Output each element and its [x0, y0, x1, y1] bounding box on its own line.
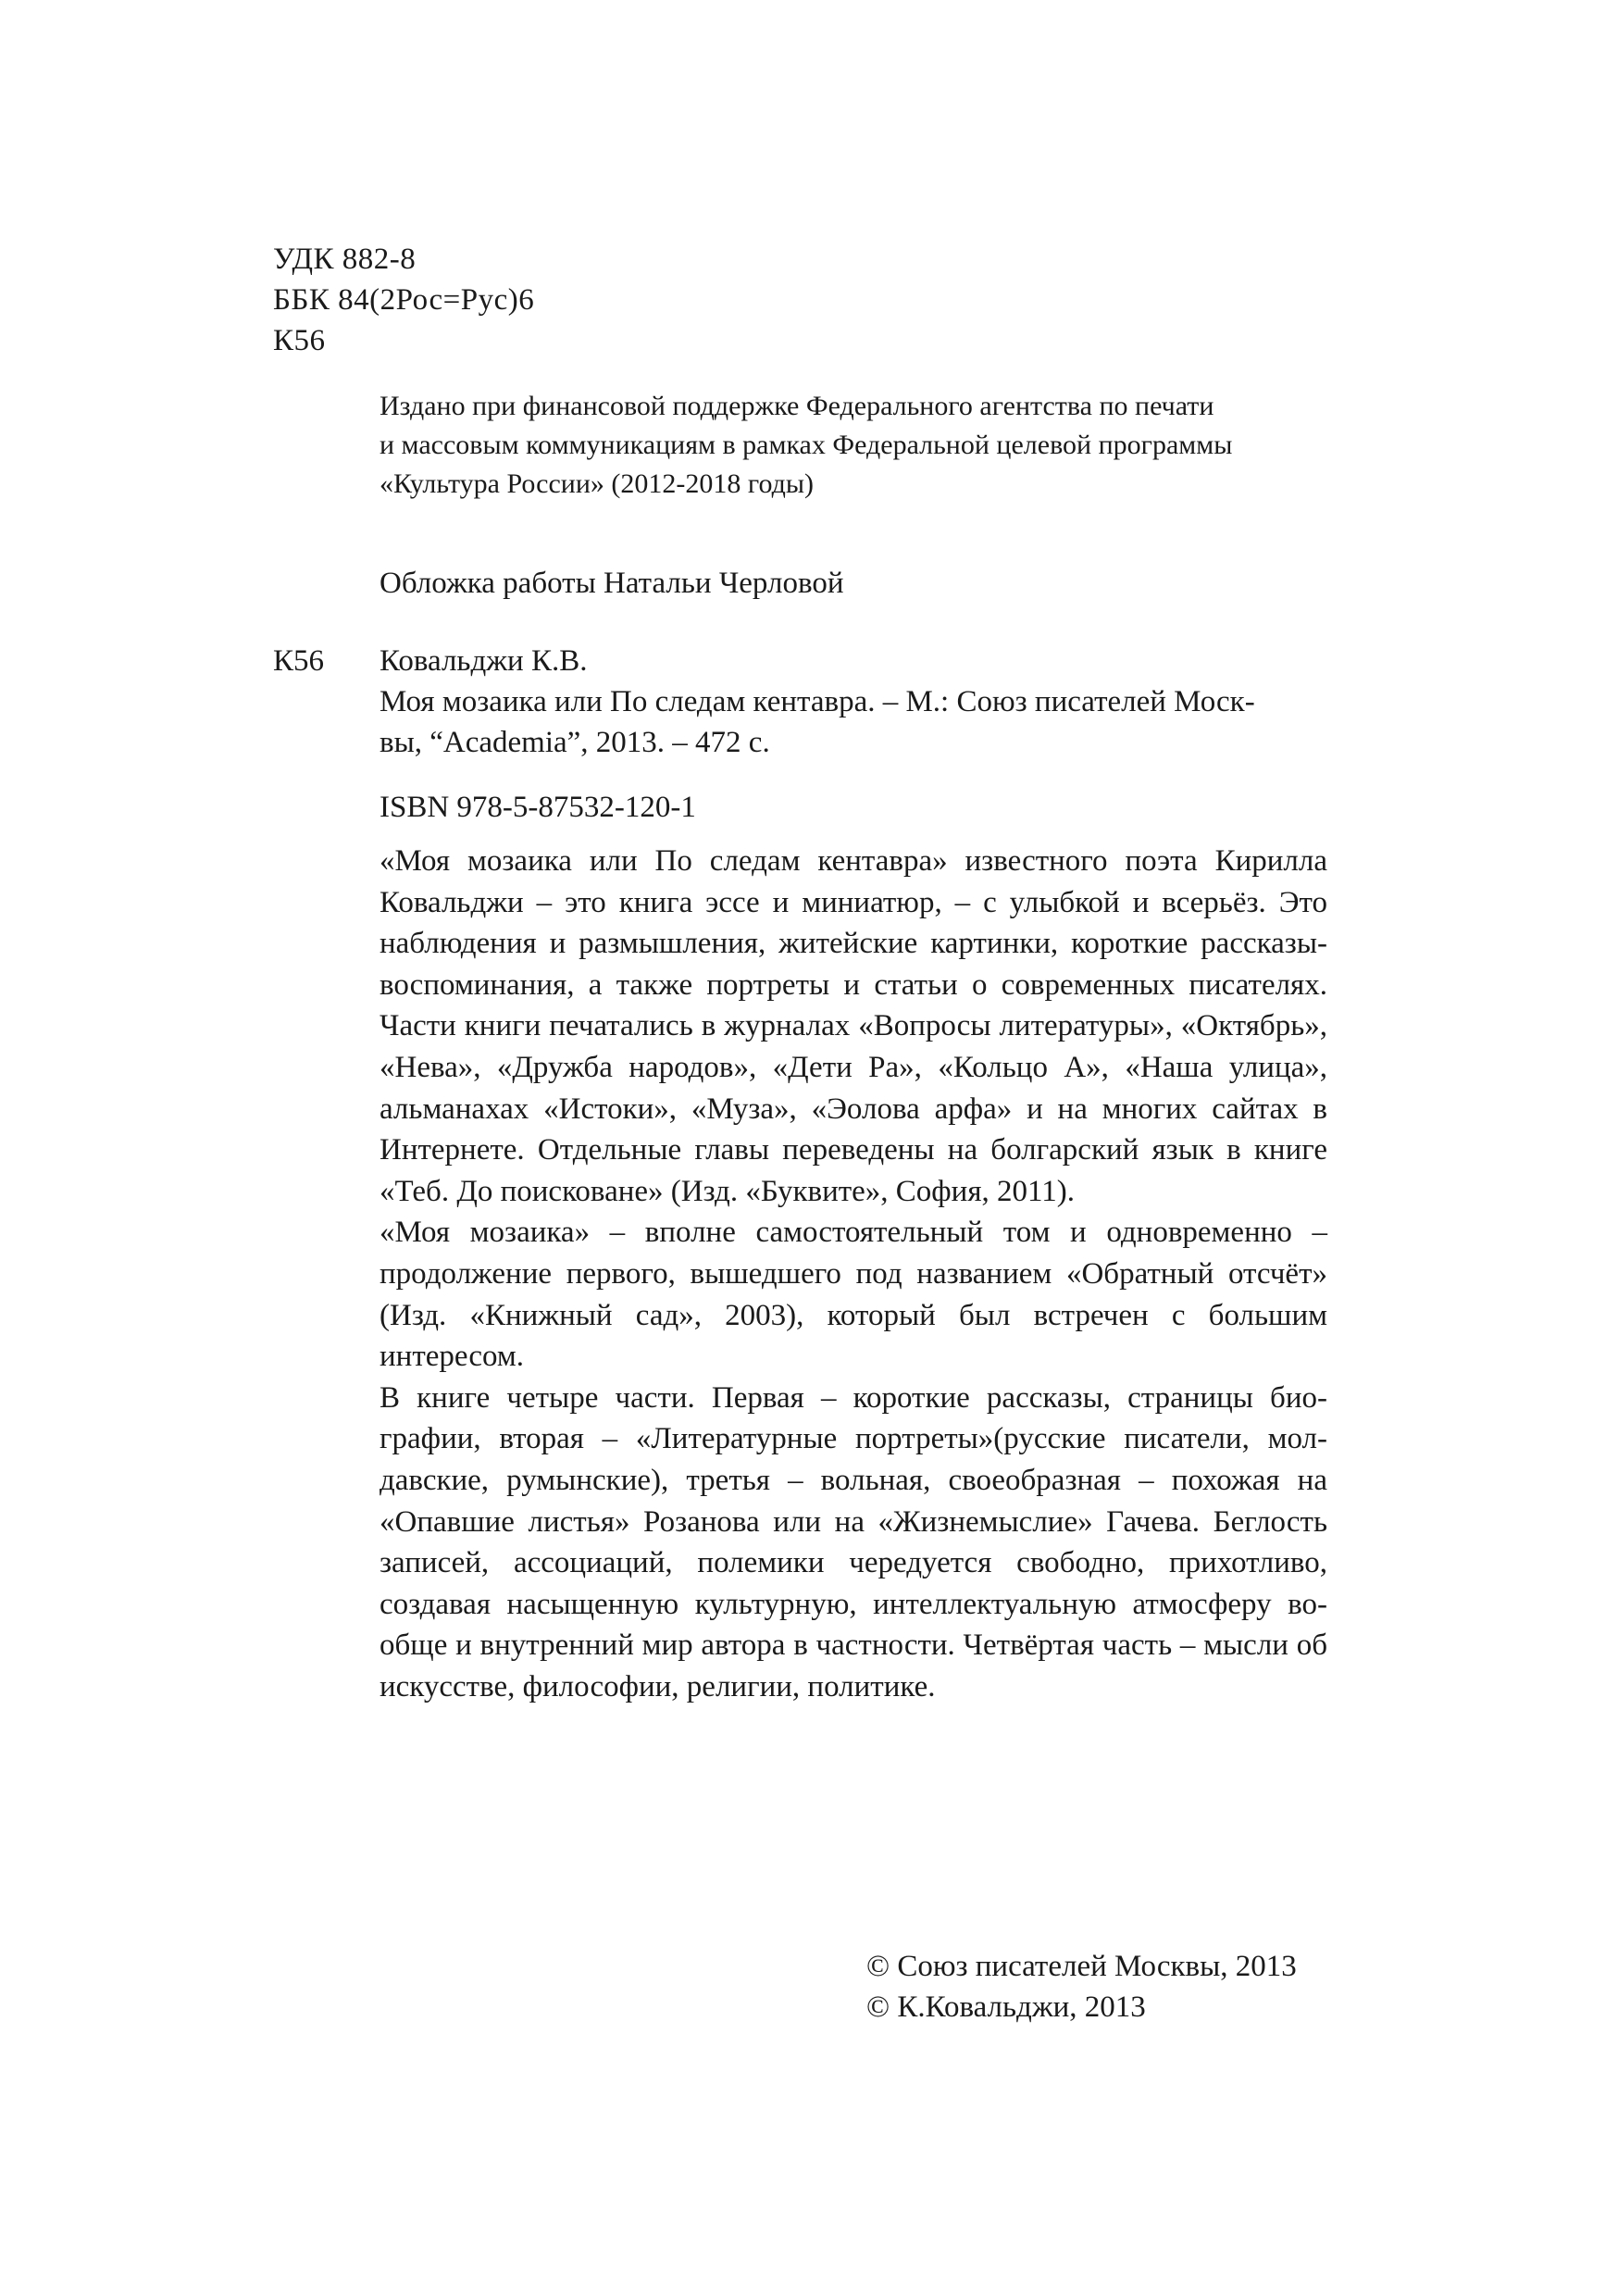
bbk-code: ББК 84(2Рос=Рус)6 [273, 283, 535, 317]
funding-note-line: «Культура России» (2012-2018 годы) [380, 468, 814, 499]
copyright-author: © К.Ковальджи, 2013 [866, 1990, 1146, 2024]
udk-code: УДК 882-8 [273, 243, 417, 276]
funding-note-line: Издано при финансовой поддержке Федерального агентства по печати [380, 391, 1214, 421]
bibliographic-title: Моя мозаика или По следам кентавра. – М.: Союз писателей Моск- [380, 685, 1255, 718]
copyright-publisher: © Союз писателей Москвы, 2013 [866, 1950, 1297, 1983]
bibliographic-author: Ковальджи К.В. [380, 644, 588, 678]
isbn: ISBN 978-5-87532-120-1 [380, 791, 696, 824]
cover-credit: Обложка работы Натальи Черловой [380, 567, 844, 600]
abstract-paragraph: «Моя мозаика» – вполне самостоятельный том и одновременно – продолжение первого, вышедшего под названием «Обратный отсчёт» (Изд. «Книжный сад», 2003), который был встречен с большим интересом. [380, 1216, 1327, 1374]
abstract [380, 841, 1327, 1707]
bibliographic-publisher: вы, “Academia”, 2013. – 472 с. [380, 726, 770, 759]
abstract-paragraph: «Моя мозаика или По следам кентавра» известного поэта Кирилла Ковальджи – это книга эссе и миниатюр, – с улыбкой и всерьёз. Это наблюдения и размышления, житейские картинки, короткие рассказы-воспоминания, а также портреты и статьи о современных писателях. Части книги печатались в журналах «Вопросы литературы», «Октябрь», «Нева», «Дружба народов», «Дети Ра», «Кольцо А», «Наша улица», альманахах «Истоки», «Муза», «Эолова арфа» и на многих сайтах в Интернете. Отдельные главы переведены на болгарский язык в книге «Теб. До поисковане» (Изд. «Буквите», София, 2011). [380, 844, 1327, 1208]
bibliographic-code: К56 [273, 644, 325, 678]
author-mark: К56 [273, 324, 326, 357]
funding-note-line: и массовым коммуникациям в рамках Федеральной целевой программы [380, 430, 1233, 460]
abstract-paragraph: В книге четыре части. Первая – короткие рассказы, страницы биографии, вторая – «Литературные портреты»(русские писатели, молдавские, румынские), третья – вольная, своеобразная – похожая на «Опавшие листья» Розанова или на «Жизнемыслие» Гачева. Беглость записей, ассоциаций, полемики чередуется свободно, прихотливо, создавая насыщенную культурную, интеллектуальную атмосферу вообще и внутренний мир автора в частности. Четвёртая часть – мысли об искусстве, философии, религии, политике. [380, 1380, 1327, 1703]
